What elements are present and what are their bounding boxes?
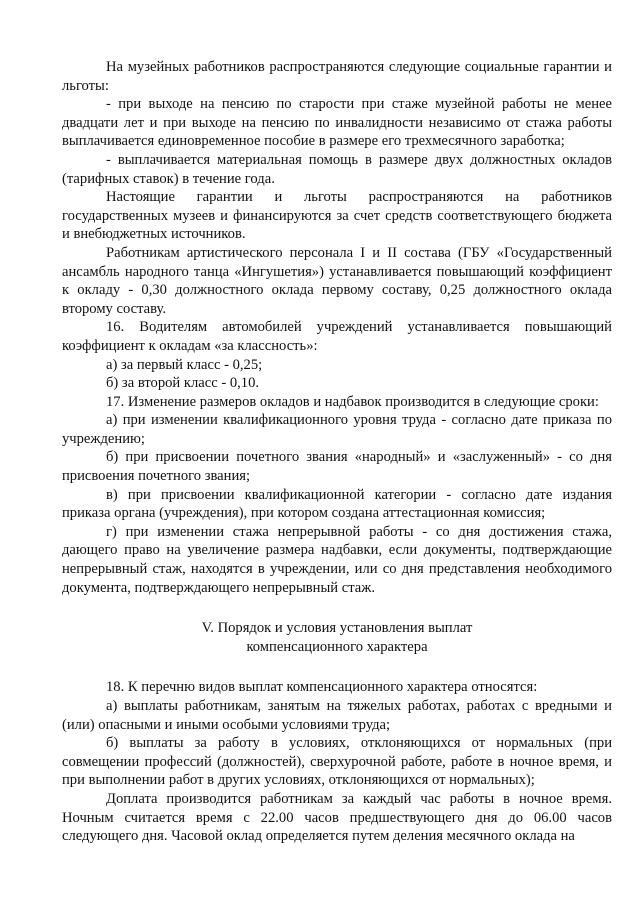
paragraph: 16. Водителям автомобилей учреждений устанавливается повышающий коэффициент к окладам «за классность»: bbox=[62, 319, 612, 354]
document-page bbox=[62, 58, 612, 846]
section-bottom bbox=[62, 678, 612, 845]
paragraph: Работникам артистического персонала I и II состава (ГБУ «Государственный ансамбль народного танца «Ингушетия») устанавливается повышающий коэффициент к окладу - 0,30 должностного оклада первому составу, 0,25 должностного оклада второму составу. bbox=[62, 244, 612, 317]
list-item: в) при присвоении квалификационной категории - согласно дате издания приказа органа (учреждения), при котором создана аттестационная комиссия; bbox=[62, 486, 612, 522]
section-heading bbox=[62, 619, 612, 656]
paragraph: - выплачивается материальная помощь в размере двух должностных окладов (тарифных ставок) в течение года. bbox=[62, 151, 612, 187]
section-heading-line: V. Порядок и условия установления выплат bbox=[201, 620, 473, 637]
section-heading-line: компенсационного характера bbox=[246, 638, 428, 655]
paragraph: - при выходе на пенсию по старости при стаже музейной работы не менее двадцати лет и при выходе на пенсию по инвалидности независимо от стажа работы выплачивается единовременное пособие в размере его трехмесячного заработка; bbox=[62, 96, 612, 150]
list-item: б) за второй класс - 0,10. bbox=[106, 375, 260, 392]
paragraph: Доплата производится работникам за каждый час работы в ночное время. Ночным считается время с 22.00 часов предшествующего дня до 06.00 часов следующего дня. Часовой оклад определяется путем деления месячного оклада на bbox=[62, 790, 612, 845]
list-item: а) при изменении квалификационного уровня труда - согласно дате приказа по учреждению; bbox=[62, 412, 612, 447]
spacer bbox=[62, 656, 612, 678]
paragraph: Настоящие гарантии и льготы распространяются на работников государственных музеев и финансируются за счет средств соответствующего бюджета и внебюджетных источников. bbox=[62, 189, 612, 243]
paragraph: 17. Изменение размеров окладов и надбавок производится в следующие сроки: bbox=[106, 393, 599, 410]
spacer bbox=[62, 597, 612, 619]
list-item: б) при присвоении почетного звания «народный» и «заслуженный» - со дня присвоения почетного звания; bbox=[62, 449, 612, 485]
list-item: а) выплаты работникам, занятым на тяжелых работах, работах с вредными и (или) опасными и иными особыми условиями труда; bbox=[62, 698, 612, 733]
list-item: г) при изменении стажа непрерывной работы - со дня достижения стажа, дающего право на увеличение размера надбавки, если документы, подтверждающие непрерывный стаж, находятся в учреждении, или со дня представления необходимого документа, подтверждающего непрерывный стаж. bbox=[62, 523, 612, 596]
section-top bbox=[62, 58, 612, 597]
paragraph: На музейных работников распространяются следующие социальные гарантии и льготы: bbox=[62, 59, 612, 94]
list-item: б) выплаты за работу в условиях, отклоняющихся от нормальных (при совмещении профессий (должностей), сверхурочной работе, работе в ночное время, и при выполнении работ в других условиях, отклоняющихся от нормальных); bbox=[62, 735, 612, 789]
paragraph: 18. К перечню видов выплат компенсационного характера относятся: bbox=[106, 679, 538, 696]
list-item: а) за первый класс - 0,25; bbox=[106, 356, 263, 373]
